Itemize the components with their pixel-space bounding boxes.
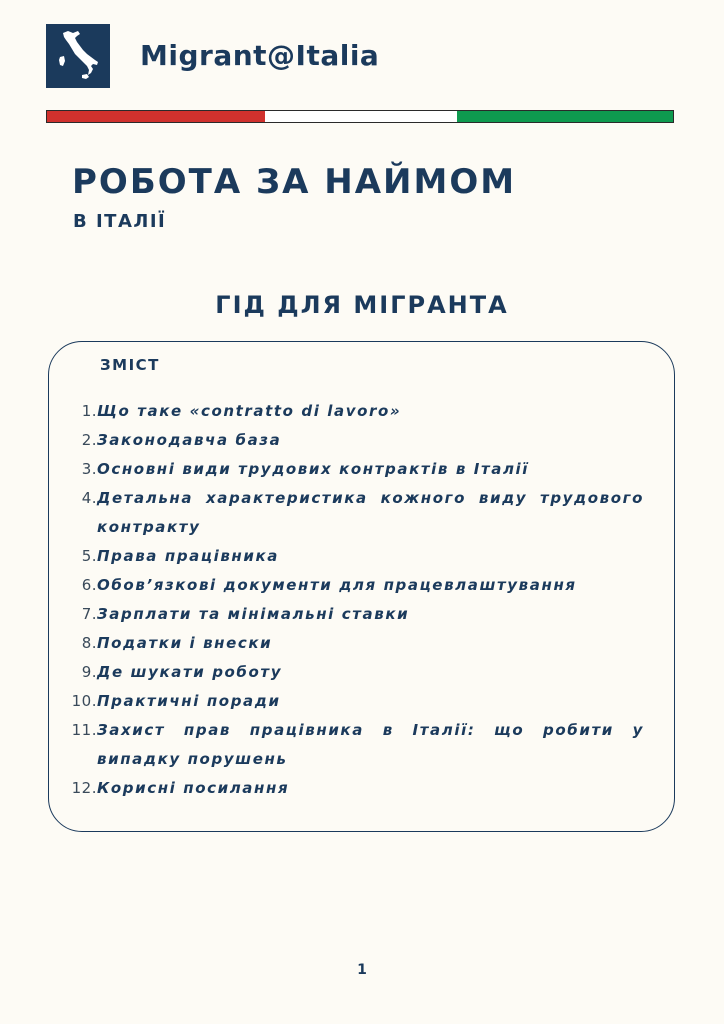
toc-item[interactable] [49, 600, 644, 629]
toc-item-number: 5. [81, 547, 97, 565]
italian-flag-bar [46, 110, 674, 123]
toc-item-number: 10. [71, 692, 97, 710]
document-title: РОБОТА ЗА НАЙМОМ [72, 162, 517, 202]
toc-item[interactable] [49, 426, 644, 455]
toc-item-number: 7. [81, 605, 97, 623]
toc-item-label: Детальна характеристика кожного виду трудового контракту [97, 489, 644, 536]
toc-item-label: Корисні посилання [97, 779, 290, 797]
toc-item-label: Податки і внески [97, 634, 273, 652]
logo [46, 24, 110, 88]
page-number: 1 [357, 962, 367, 978]
toc-item-label: Права працівника [97, 547, 280, 565]
toc-item[interactable] [49, 455, 644, 484]
toc-item-label: Де шукати роботу [97, 663, 283, 681]
toc-item[interactable] [49, 658, 644, 687]
guide-title: ГІД ДЛЯ МІГРАНТА [215, 291, 509, 319]
flag-red-stripe [47, 111, 265, 122]
toc-item-label: Зарплати та мінімальні ставки [97, 605, 410, 623]
toc-item-label: Обов’язкові документи для працевлаштування [97, 576, 577, 594]
toc-item[interactable] [49, 571, 644, 600]
toc-item-label: Законодавча база [97, 431, 282, 449]
toc-item-number: 2. [81, 431, 97, 449]
toc-item-number: 4. [81, 489, 97, 507]
toc-item-number: 12. [71, 779, 97, 797]
flag-white-stripe [265, 111, 457, 122]
toc-item-label: Що таке «contratto di lavoro» [97, 402, 402, 420]
toc-item[interactable] [49, 484, 644, 542]
toc-heading: ЗМІСТ [100, 356, 160, 374]
toc-item-number: 9. [81, 663, 97, 681]
toc-item[interactable] [49, 397, 644, 426]
toc-item-label: Захист прав працівника в Італії: що робити у випадку порушень [97, 721, 644, 768]
toc-list [49, 397, 644, 803]
flag-green-stripe [457, 111, 673, 122]
brand-name: Migrant@Italia [140, 39, 380, 72]
toc-item[interactable] [49, 629, 644, 658]
table-of-contents [48, 341, 675, 832]
toc-item-number: 6. [81, 576, 97, 594]
italy-map-icon [46, 24, 110, 88]
toc-item-label: Основні види трудових контрактів в Італії [97, 460, 530, 478]
toc-item-number: 3. [81, 460, 97, 478]
toc-item[interactable] [49, 542, 644, 571]
toc-item[interactable] [49, 687, 644, 716]
toc-item-number: 11. [71, 721, 97, 739]
toc-item-label: Практичні поради [97, 692, 281, 710]
toc-item-number: 8. [81, 634, 97, 652]
document-subtitle: В ІТАЛІЇ [73, 211, 167, 232]
toc-item[interactable] [49, 716, 644, 774]
toc-item-number: 1. [81, 402, 97, 420]
toc-item[interactable] [49, 774, 644, 803]
